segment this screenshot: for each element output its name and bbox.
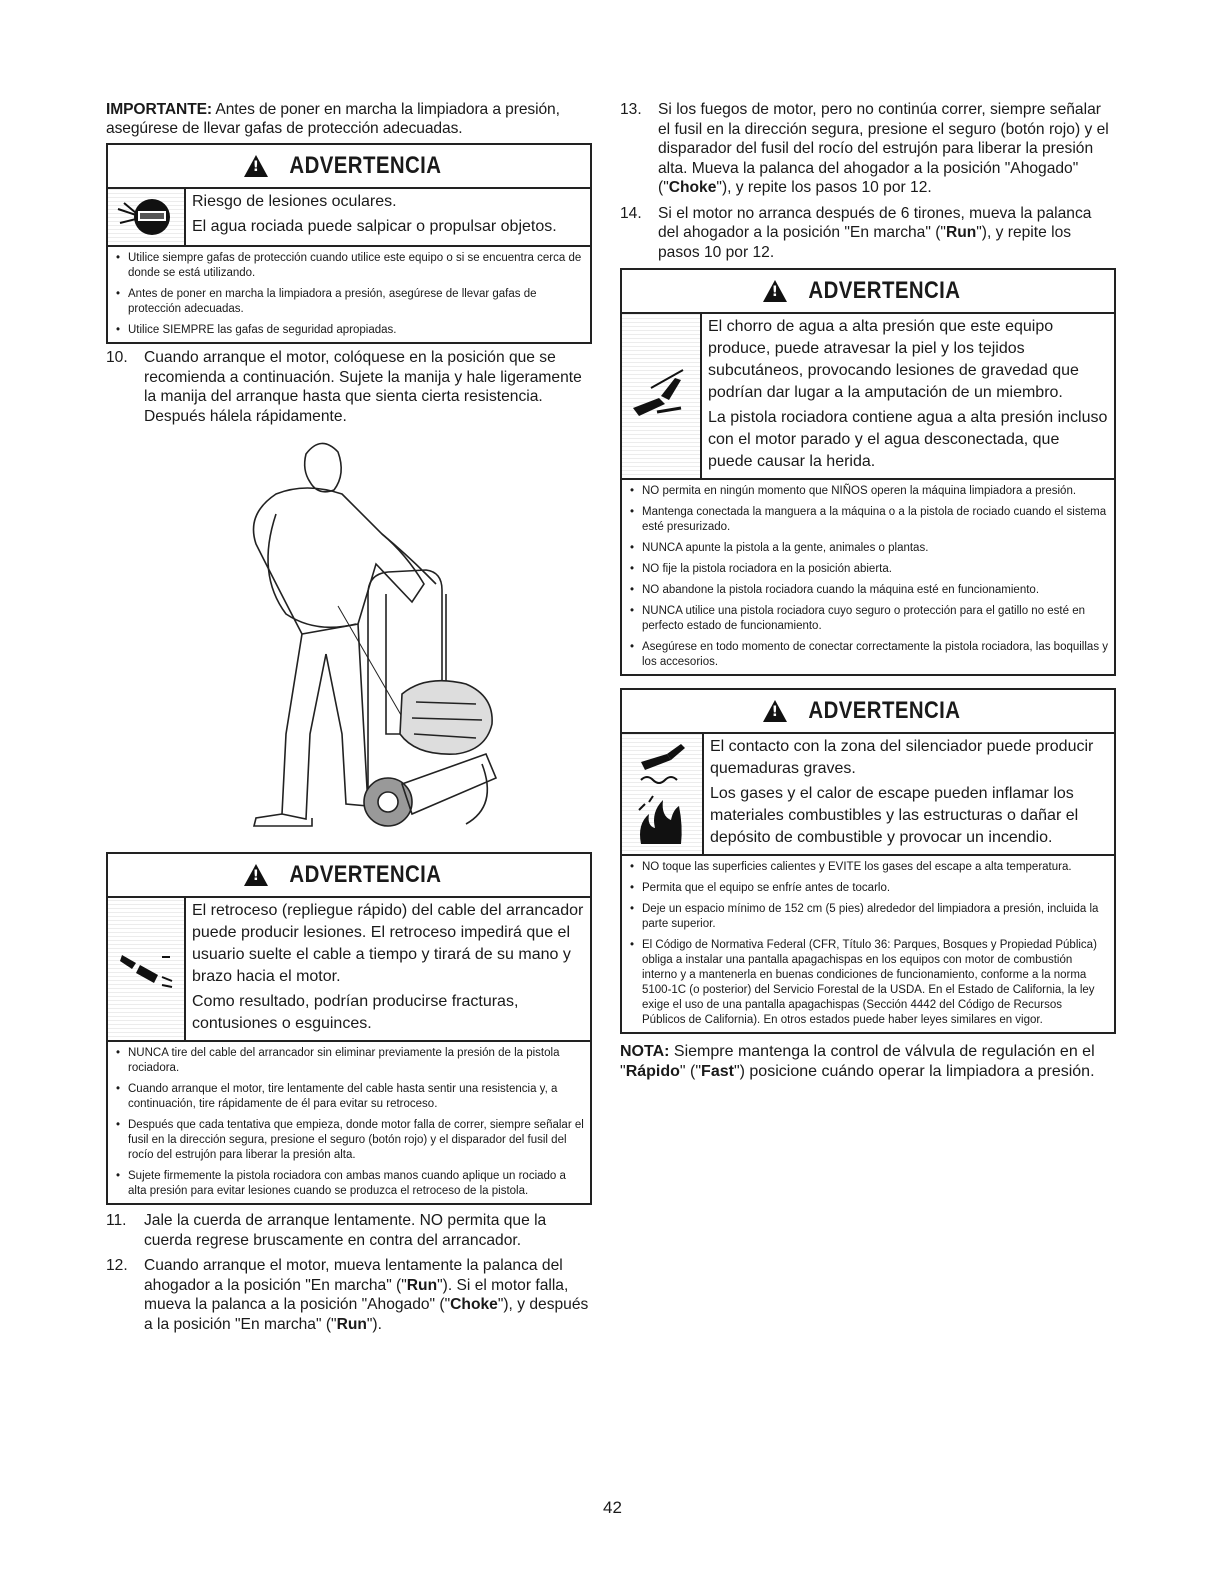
risk-line: Los gases y el calor de escape pueden inflamar los materiales combustibles y las estructuras o dañar el depósito de combustible y provocar un incendio. <box>710 785 1079 846</box>
risk-line: El agua rociada puede salpicar o propulsar objetos. <box>192 218 557 235</box>
risk-line: El chorro de agua a alta presión que este equipo produce, puede atravesar la piel y los tejidos subcutáneos, provocando lesiones de gravedad que podrían dar lugar a la amputación de un miembro. <box>708 318 1079 401</box>
bullet-item: • Antes de poner en marcha la limpiadora a presión, asegúrese de llevar gafas de protección adecuadas. <box>114 287 584 317</box>
text-run: "). <box>366 1315 382 1333</box>
warning-title: ADVERTENCIA <box>288 152 442 179</box>
warning-risk-text <box>186 189 590 245</box>
kickback-hand-icon <box>108 898 186 1040</box>
page-number: 42 <box>603 1498 622 1517</box>
bullet-item: • Sujete firmemente la pistola rociadora con ambas manos cuando aplique un rociado a alta presión para evitar lesiones cuando se produzca el retroceso de la pistola. <box>114 1169 584 1199</box>
risk-line: Riesgo de lesiones oculares. <box>192 193 397 210</box>
bullet-item: • Después que cada tentativa que empieza, donde motor falla de correr, siempre señalar el fusil en la dirección segura, presione el seguro (botón rojo) y el disparador del fusil del rocío del estrujón para liberar la presión alta. <box>114 1118 584 1163</box>
step-number: 13. <box>620 101 642 118</box>
bullet-item: • NO permita en ningún momento que NIÑOS operen la máquina limpiadora a presión. <box>628 484 1108 499</box>
step-10 <box>106 348 592 426</box>
text-bold: Run <box>945 224 977 241</box>
bullet-item: • El Código de Normativa Federal (CFR, Título 36: Parques, Bosques y Propiedad Pública) obliga a instalar una pantalla apagachispas en los equipos con motor de combustión interno y a mantenerla en buenas condiciones de funcionamiento, conforme a la norma 5100-1C (o posterior) del Servicio Forestal de la USDA. En el Estado de California, la ley exige el uso de una pantalla apagachispas (Sección 4442 del Código de Recursos Públicos de California). En otros estados puede haber leyes similares en vigor. <box>628 938 1108 1028</box>
step-12 <box>106 1256 592 1334</box>
intro-paragraph <box>106 100 592 138</box>
bullet-item: • NO fije la pistola rociadora en la posición abierta. <box>628 562 1108 577</box>
warning-risk-row <box>108 189 590 247</box>
text-bold: Fast <box>701 1063 734 1080</box>
risk-line: El contacto con la zona del silenciador puede producir quemaduras graves. <box>710 738 1094 777</box>
warning-risk-text <box>704 734 1114 854</box>
warning-triangle-icon <box>244 155 268 177</box>
right-column <box>620 100 1116 1082</box>
bullet-item: • Deje un espacio mínimo de 152 cm (5 pies) alrededor del limpiadora a presión, incluida la parte superior. <box>628 902 1108 932</box>
step-14 <box>620 204 1116 263</box>
intro-text: Antes de poner en marcha la limpiadora a presión, asegúrese de llevar gafas de protección adecuadas. <box>106 101 560 137</box>
warning-triangle-icon <box>763 280 787 302</box>
text-bold: Run <box>406 1276 438 1294</box>
bullet-item: • Asegúrese en todo momento de conectar correctamente la pistola rociadora, las boquillas y los accesorios. <box>628 640 1108 670</box>
warning-title: ADVERTENCIA <box>288 861 442 888</box>
intro-label: IMPORTANTE: <box>106 101 213 118</box>
bullet-item: • Mantenga conectada la manguera a la máquina o a la pistola de rociado cuando el sistema esté presurizado. <box>628 505 1108 535</box>
text-run: Si el motor no arranca después de 6 tirones, mueva la palanca del ahogador a la posición "En marcha" (" <box>658 204 1092 241</box>
step-number: 11. <box>106 1212 127 1229</box>
bullet-item: • NUNCA utilice una pistola rociadora cuyo seguro o protección para el gatillo no esté en perfecto estado de funcionamiento. <box>628 604 1108 634</box>
warning-bullets <box>108 1042 590 1203</box>
burn-and-fire-icons <box>622 734 704 854</box>
risk-line: Como resultado, podrían producirse fracturas, contusiones o esguinces. <box>192 993 519 1032</box>
text-bold: Choke <box>668 179 717 196</box>
warning-header <box>108 854 590 898</box>
step-number: 12. <box>106 1257 128 1274</box>
step-13 <box>620 100 1116 198</box>
injection-hazard-icon <box>622 314 702 478</box>
left-column <box>106 100 592 1334</box>
step-number: 14. <box>620 204 642 222</box>
warning-triangle-icon <box>244 864 268 886</box>
text-bold: Rápido <box>625 1063 680 1080</box>
step-text <box>658 100 1116 198</box>
bullet-item: • NUNCA tire del cable del arrancador sin eliminar previamente la presión de la pistola rociadora. <box>114 1046 584 1076</box>
text-bold: Run <box>336 1315 367 1333</box>
step-number: 10. <box>106 349 128 366</box>
text-bold: Choke <box>450 1296 498 1313</box>
bullet-item: • NO toque las superficies calientes y EVITE los gases del escape a alta temperatura. <box>628 860 1108 875</box>
warning-box-injection <box>620 268 1116 676</box>
warning-header <box>622 270 1114 314</box>
risk-line: La pistola rociadora contiene agua a alta presión incluso con el motor parado y el agua desconectada, que puede causar la herida. <box>708 409 1108 470</box>
warning-bullets <box>622 856 1114 1032</box>
text-run: "), y repite los pasos 10 por 12. <box>658 224 1072 261</box>
warning-risk-text <box>702 314 1114 478</box>
text-run: Siempre mantenga la control de válvula de regulación en el " <box>620 1043 1095 1080</box>
warning-header <box>622 690 1114 734</box>
fire-icon <box>635 794 689 846</box>
text-run: Cuando arranque el motor, mueva lentamente la palanca del ahogador a la posición "En marcha" (" <box>144 1257 563 1294</box>
bullet-item: • Permita que el equipo se enfríe antes de tocarlo. <box>628 881 1108 896</box>
eye-protection-icon <box>108 189 186 245</box>
warning-triangle-icon <box>763 700 787 722</box>
text-run: "), y repite los pasos 10 por 12. <box>716 179 932 196</box>
bullet-item: • Utilice siempre gafas de protección cuando utilice este equipo o si se encuentra cerca de donde se está utilizando. <box>114 251 584 281</box>
step-text <box>144 1256 592 1334</box>
warning-bullets <box>108 247 590 342</box>
nota-label: NOTA: <box>620 1043 670 1060</box>
text-run: " (" <box>679 1063 702 1080</box>
warning-bullets <box>622 480 1114 674</box>
step-text <box>658 204 1116 263</box>
bullet-item: • NO abandone la pistola rociadora cuando la máquina esté en funcionamiento. <box>628 583 1108 598</box>
step-text: Cuando arranque el motor, colóquese en la posición que se recomienda a continuación. Sujete la manija y hale ligeramente la manija del arranque hasta que sienta cierta resistencia. Después hálela rápidamente. <box>144 349 582 425</box>
warning-risk-text <box>186 898 590 1040</box>
bullet-item: • NUNCA apunte la pistola a la gente, animales o plantas. <box>628 541 1108 556</box>
warning-title: ADVERTENCIA <box>807 697 961 724</box>
text-run: Si los fuegos de motor, pero no continúa correr, siempre señalar el fusil en la dirección segura, presione el seguro (botón rojo) y el disparador del fusil del rocío del estrujón para liberar la presión alta. Mueva la palanca del ahogador a la posición "Ahogado" (" <box>658 101 1109 196</box>
warning-box-burn-fire <box>620 688 1116 1034</box>
warning-box-kickback <box>106 852 592 1205</box>
warning-risk-row <box>622 734 1114 856</box>
bullet-item: • Utilice SIEMPRE las gafas de seguridad apropiadas. <box>114 323 584 338</box>
text-run: "). Si el motor falla, mueva la palanca a la posición "Ahogado" (" <box>144 1276 569 1313</box>
warning-risk-row <box>108 898 590 1042</box>
warning-header <box>108 145 590 189</box>
risk-line: El retroceso (repliegue rápido) del cable del arrancador puede producir lesiones. El retroceso impedirá que el usuario suelte el cable a tiempo y tirará de su mano y brazo hacia el motor. <box>192 902 584 985</box>
text-run: "), y después a la posición "En marcha" (" <box>144 1296 589 1333</box>
nota-paragraph <box>620 1042 1116 1082</box>
step-11 <box>106 1211 592 1250</box>
operator-pulling-starter-illustration <box>106 434 592 844</box>
warning-title: ADVERTENCIA <box>807 277 961 304</box>
warning-risk-row <box>622 314 1114 480</box>
bullet-item: • Cuando arranque el motor, tire lentamente del cable hasta sentir una resistencia y, a continuación, tire rápidamente de él para evitar su retroceso. <box>114 1082 584 1112</box>
warning-box-eye <box>106 143 592 344</box>
text-run: ") posicione cuándo operar la limpiadora a presión. <box>733 1063 1095 1080</box>
hot-surface-icon <box>637 742 687 788</box>
step-text: Jale la cuerda de arranque lentamente. NO permita que la cuerda regrese bruscamente en contra del arrancador. <box>144 1212 547 1249</box>
